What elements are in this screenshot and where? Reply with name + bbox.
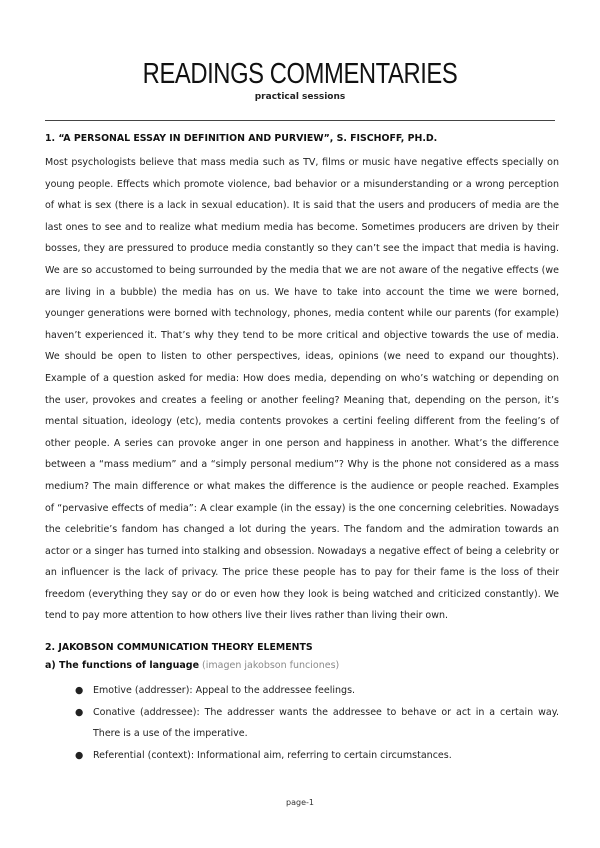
list-item-text: Emotive (addresser): Appeal to the addressee feelings. bbox=[93, 685, 356, 696]
section-1-heading: 1. “A PERSONAL ESSAY IN DEFINITION AND PURVIEW”, S. FISCHOFF, PH.D. bbox=[45, 133, 438, 144]
document-title: READINGS COMMENTARIES bbox=[142, 58, 458, 90]
list-item bbox=[45, 680, 559, 702]
bullet-icon: ● bbox=[75, 706, 84, 718]
bullet-icon: ● bbox=[75, 685, 84, 696]
section-1-body: Most psychologists believe that mass media such as TV, films or music have negative effects specially on young people. Effects which promote violence, bad behavior or a misunderstanding or a wrong perception of what is sex (there is a lack in sexual education). It is said that the users and producers of media are the last ones to see and to realize what medium media has become. Sometimes producers are driven by their bosses, they are pressured to produce media constantly so they can’t see the impact that media is having. We are so accustomed to being surrounded by the media that we are not aware of the negative effects (we are living in a bubble) the media has on us. We have to take into account the time we were borned, younger generations were borned with technology, phones, media content while our parents (for example) haven’t experienced it. That’s why they tend to be more critical and objective towards the use of media. We should be open to listen to other perspectives, ideas, opinions (we need to expand our thoughts). Example of a question asked for media: How does media, depending on who’s watching or depending on the user, provokes and creates a feeling or another feeling? Meaning that, depending on the person, it’s mental situation, ideology (etc), media contents provokes a certini feeling different from the feeling’s of other people. A series can provoke anger in one person and happiness in another. What’s the difference between a “mass medium” and a “simply personal medium”? Why is the phone not considered as a mass medium? The main difference or what makes the difference is the audience or people reached. Examples of “pervasive effects of media”: A clear example (in the essay) is the one concerning celebrities. Nowadays the celebritie’s fandom has changed a lot during the years. The fandom and the admiration towards an actor or a singer has turned into stalking and obsession. Nowadays a negative effect of being a celebrity or an influencer is the lack of privacy. The price these people has to pay for their fame is the loss of their freedom (everything they say or do or even how they look is being watched and criticized constantly). We tend to pay more attention to how others live their lives rather than living their own. bbox=[45, 157, 559, 622]
list-item-text: Conative (addressee): The addresser wants the addressee to behave or act in a certain way. There is a use of the imperative. bbox=[93, 706, 559, 740]
page-number: page-1 bbox=[286, 798, 314, 807]
document-subtitle: practical sessions bbox=[254, 92, 346, 102]
list-item bbox=[45, 702, 559, 745]
functions-list bbox=[45, 680, 559, 766]
functions-subheading bbox=[45, 660, 339, 671]
header-divider bbox=[45, 120, 555, 121]
functions-subheading-note: (imagen jakobson funciones) bbox=[202, 660, 340, 671]
bullet-icon: ● bbox=[75, 749, 84, 761]
list-item bbox=[45, 745, 559, 767]
list-item-text: Referential (context): Informational aim, referring to certain circumstances. bbox=[93, 749, 452, 761]
functions-subheading-label: a) The functions of language bbox=[45, 660, 200, 671]
section-2-heading: 2. JAKOBSON COMMUNICATION THEORY ELEMENTS bbox=[45, 642, 313, 653]
